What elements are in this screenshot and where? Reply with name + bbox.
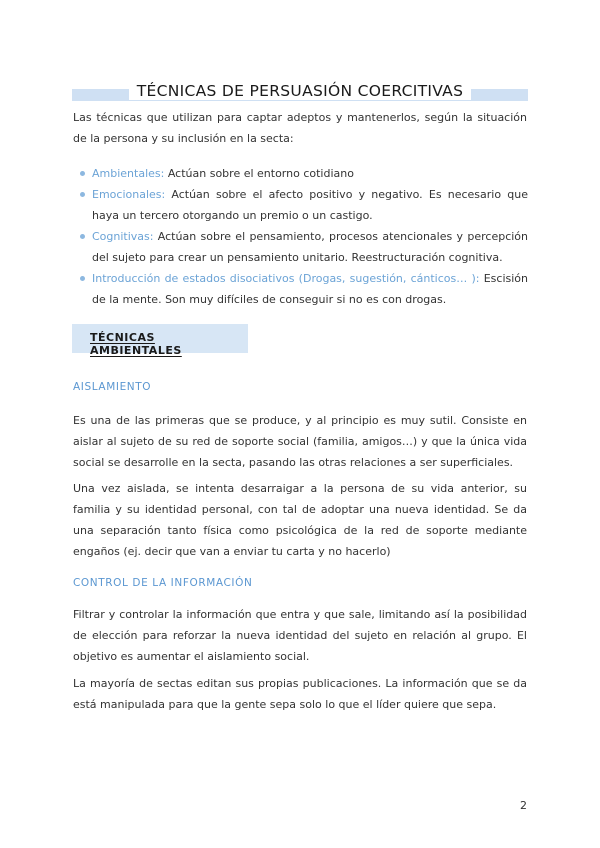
control-paragraph-2: La mayoría de sectas editan sus propias publicaciones. La información que se da está manipulada para que la gente sepa solo lo que el líder quiere que sepa. [73,677,527,711]
list-item-term: Emocionales: [92,188,166,201]
control-paragraph-1: Filtrar y controlar la información que entra y que sale, limitando así la posibilidad de elección para reforzar la nueva identidad del sujeto en relación al grupo. El objetivo es aumentar el aislamiento social. [73,608,527,663]
list-item-text: Actúan sobre el pensamiento, procesos atencionales y percepción del sujeto para crear un pensamiento unitario. Reestructuración cognitiva. [92,230,528,264]
title-block [72,82,528,110]
list-item-text: Actúan sobre el entorno cotidiano [164,167,354,180]
bullet-icon [80,276,85,281]
list-item-term: Ambientales: [92,167,165,180]
page-title-text: TÉCNICAS DE PERSUASIÓN COERCITIVAS [129,82,471,100]
aislamiento-paragraph-1: Es una de las primeras que se produce, y al principio es muy sutil. Consiste en aislar al sujeto de su red de soporte social (familia, amigos…) y que la única vida social se desarrolle en la secta, pasando las otras relaciones a ser superficiales. [73,414,527,469]
list-item-term: Cognitivas: [92,230,154,243]
technique-list [92,163,528,310]
section-title: TÉCNICAS AMBIENTALES [90,331,182,357]
bullet-icon [80,234,85,239]
list-item-text: Escisión de la mente. Son muy difíciles de conseguir si no es con drogas. [92,272,528,306]
subheading-aislamiento: AISLAMIENTO [73,381,152,393]
page-title [72,82,528,100]
list-item [92,184,528,226]
list-item [92,268,528,310]
list-item-text: Actúan sobre el afecto positivo y negativo. Es necesario que haya un tercero otorgando un premio o un castigo. [92,188,528,222]
aislamiento-paragraph-2: Una vez aislada, se intenta desarraigar a la persona de su vida anterior, su familia y su identidad personal, con tal de adoptar una nueva identidad. Se da una separación tanto física como psicológica de la red de soporte mediante engaños (ej. decir que van a enviar tu carta y no hacerlo) [73,482,527,558]
intro-paragraph: Las técnicas que utilizan para captar adeptos y mantenerlos, según la situación de la persona y su inclusión en la secta: [73,111,527,145]
section-header [72,324,248,357]
list-item [92,226,528,268]
bullet-icon [80,171,85,176]
list-item [92,163,528,184]
subheading-control: CONTROL DE LA INFORMACIÓN [73,577,253,589]
page-number: 2 [520,799,527,812]
list-item-term: Introducción de estados disociativos (Drogas, sugestión, cánticos… ): [92,272,480,285]
bullet-icon [80,192,85,197]
